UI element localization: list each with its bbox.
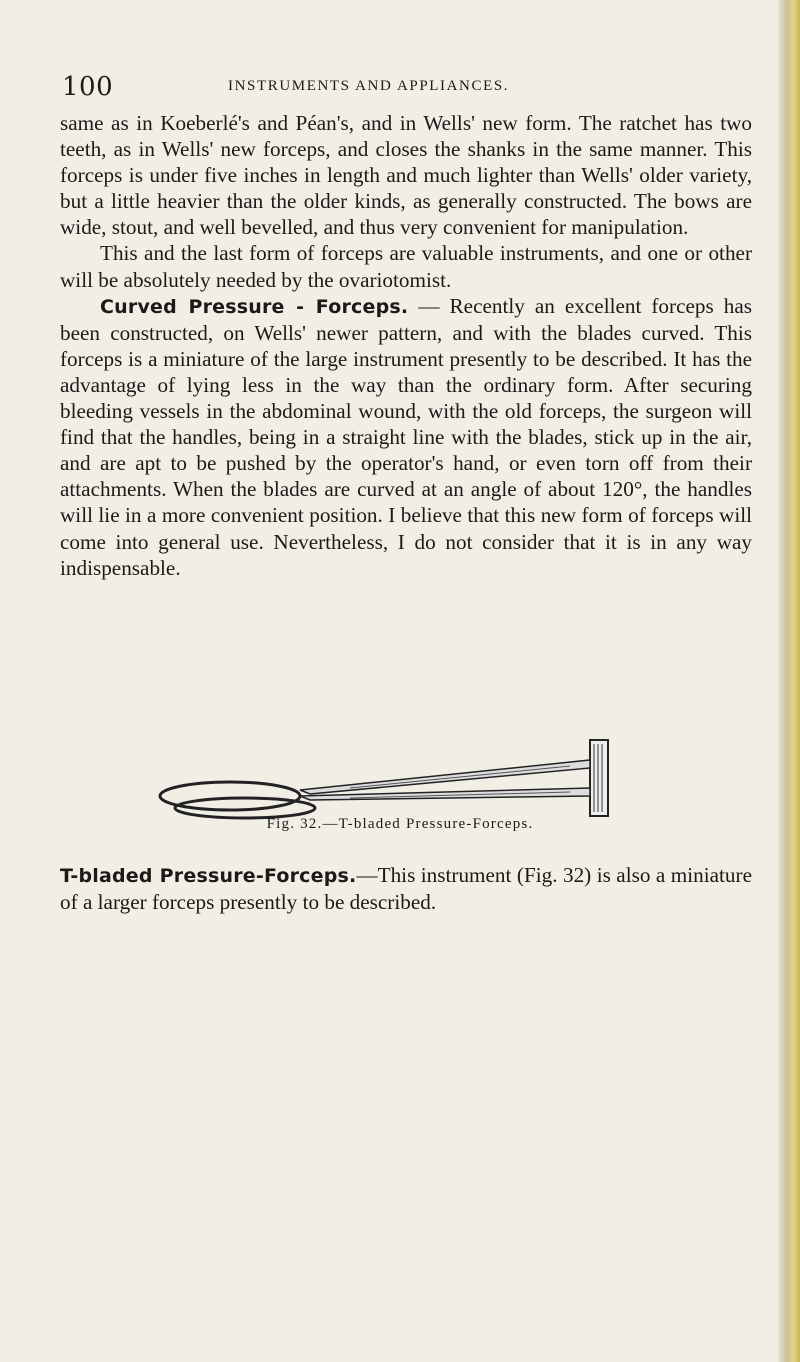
- running-head: INSTRUMENTS AND APPLIANCES.: [228, 78, 510, 94]
- page-number: 100: [62, 72, 114, 102]
- page-edge: [778, 0, 800, 1362]
- paragraph-1: same as in Koeberlé's and Péan's, and in Wells' new form. The ratchet has two teeth, as in Wells' new forceps, and closes the shanks in the same manner. This forceps is under five inches in length and much lighter than Wells' older variety, but a little heavier than the older kinds, as generally constructed. The bows are wide, stout, and well bevelled, and thus very convenient for manipulation.: [60, 111, 752, 240]
- figure-caption: Fig. 32.—T-bladed Pressure-Forceps.: [266, 816, 534, 832]
- paragraph-3: [60, 293, 752, 581]
- section-heading-curved-pressure-forceps: Curved Pressure - Forceps.: [100, 295, 409, 318]
- figure-32-forceps-illustration: [150, 738, 720, 820]
- section-heading-t-bladed-pressure-forceps: T-bladed Pressure-Forceps.: [60, 865, 357, 887]
- page-header: [62, 72, 752, 104]
- paragraph-4: [60, 862, 752, 915]
- paragraph-3-text: — Recently an excellent forceps has been constructed, on Wells' newer pattern, and with the blades curved. This forceps is a miniature of the large instrument presently to be described. It has the advantage of lying less in the way than the ordinary form. After securing bleeding vessels in the abdominal wound, with the old forceps, the surgeon will find that the handles, being in a straight line with the blades, stick up in the air, and are apt to be pushed by the operator's hand, or even torn off from their attachments. When the blades are curved at an angle of about 120°, the handles will lie in a more convenient position. I believe that this new form of forceps will come into general use. Nevertheless, I do not consider that it is in any way indispensable.: [60, 293, 752, 580]
- paragraph-2: This and the last form of forceps are valuable instruments, and one or other will be absolutely needed by the ovariotomist.: [60, 241, 752, 292]
- forceps-drawing: [150, 738, 720, 820]
- body-text: [60, 110, 752, 581]
- paragraph-4-text: —This instrument (Fig. 32) is also a miniature of a larger forceps presently to be described.: [60, 863, 752, 914]
